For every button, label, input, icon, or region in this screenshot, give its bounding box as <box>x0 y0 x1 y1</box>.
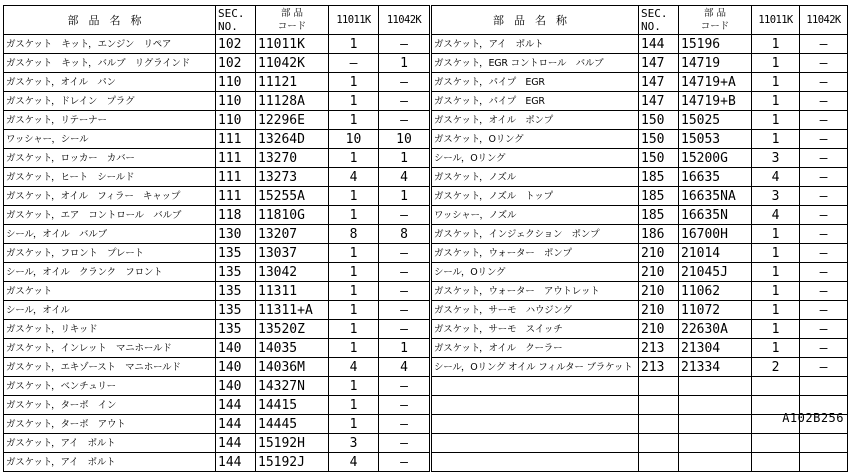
part-code-cell: 14036M <box>256 358 329 377</box>
part-code-cell: 16635N <box>679 206 752 225</box>
part-name-cell: シール，オイル バルブ <box>4 225 216 244</box>
sec-no-cell: 144 <box>216 434 256 453</box>
qty-model-a-cell <box>752 377 800 396</box>
sec-no-cell: 147 <box>639 54 679 73</box>
part-name-cell: ガスケット，ウォーター アウトレット <box>432 282 639 301</box>
sec-no-cell: 111 <box>216 149 256 168</box>
qty-model-a-cell <box>752 453 800 472</box>
qty-model-b-cell: – <box>800 225 848 244</box>
header-code-line2: コード <box>277 21 307 32</box>
qty-model-a-cell: – <box>329 54 379 73</box>
qty-model-a-cell: 1 <box>329 111 379 130</box>
part-name-cell <box>432 415 639 434</box>
table-row <box>4 320 430 339</box>
part-name-cell: シール，オイル クランク フロント <box>4 263 216 282</box>
qty-model-b-cell: – <box>800 130 848 149</box>
part-code-cell: 11128A <box>256 92 329 111</box>
qty-model-b-cell: – <box>379 111 430 130</box>
table-row <box>432 111 848 130</box>
qty-model-a-cell: 1 <box>752 130 800 149</box>
qty-model-b-cell: – <box>800 54 848 73</box>
table-row <box>4 358 430 377</box>
table-row <box>4 453 430 472</box>
part-code-cell: 16635NA <box>679 187 752 206</box>
table-row <box>432 206 848 225</box>
qty-model-b-cell: – <box>800 35 848 54</box>
table-row <box>4 54 430 73</box>
part-name-cell: ガスケット，ターボ アウト <box>4 415 216 434</box>
part-name-cell: ガスケット，エキゾースト マニホールド <box>4 358 216 377</box>
part-code-cell: 21304 <box>679 339 752 358</box>
sec-no-cell: 210 <box>639 244 679 263</box>
table-row <box>4 263 430 282</box>
part-name-cell: ガスケット，ノズル <box>432 168 639 187</box>
part-code-cell: 16635 <box>679 168 752 187</box>
sec-no-cell: 135 <box>216 301 256 320</box>
sec-no-cell: 144 <box>216 453 256 472</box>
qty-model-a-cell: 2 <box>752 358 800 377</box>
qty-model-a-cell: 1 <box>329 282 379 301</box>
sec-no-cell: 111 <box>216 168 256 187</box>
table-row <box>4 92 430 111</box>
qty-model-b-cell: 1 <box>379 54 430 73</box>
qty-model-a-cell: 10 <box>329 130 379 149</box>
header-model-a: 11011K <box>329 6 379 35</box>
qty-model-a-cell: 1 <box>752 244 800 263</box>
part-code-cell: 15192J <box>256 453 329 472</box>
sec-no-cell: 140 <box>216 358 256 377</box>
qty-model-b-cell: – <box>800 149 848 168</box>
sec-no-cell: 147 <box>639 92 679 111</box>
qty-model-b-cell: – <box>800 301 848 320</box>
header-part-code <box>256 6 329 35</box>
qty-model-b-cell: – <box>379 92 430 111</box>
part-name-cell: ガスケット，アイ ボルト <box>4 453 216 472</box>
table-row <box>432 358 848 377</box>
qty-model-b-cell: 10 <box>379 130 430 149</box>
part-name-cell: ガスケット，エア コントロール バルブ <box>4 206 216 225</box>
sec-no-cell: 102 <box>216 35 256 54</box>
sec-no-cell: 150 <box>639 111 679 130</box>
sec-no-cell: 135 <box>216 282 256 301</box>
header-sec-line1: SEC. <box>641 7 668 20</box>
qty-model-b-cell: – <box>379 377 430 396</box>
part-name-cell: ガスケット，リキッド <box>4 320 216 339</box>
table-row <box>4 35 430 54</box>
part-name-cell: ガスケット，パイプ EGR <box>432 92 639 111</box>
table-row <box>4 415 430 434</box>
qty-model-b-cell: – <box>800 111 848 130</box>
qty-model-b-cell: – <box>800 206 848 225</box>
qty-model-b-cell: – <box>379 415 430 434</box>
qty-model-a-cell: 1 <box>329 206 379 225</box>
part-name-cell: ガスケット，オイル パン <box>4 73 216 92</box>
qty-model-a-cell: 4 <box>329 168 379 187</box>
sec-no-cell: 185 <box>639 187 679 206</box>
part-code-cell: 13042 <box>256 263 329 282</box>
qty-model-a-cell: 1 <box>329 396 379 415</box>
part-code-cell: 21045J <box>679 263 752 282</box>
qty-model-b-cell: – <box>800 339 848 358</box>
sec-no-cell: 144 <box>216 396 256 415</box>
part-code-cell: 13207 <box>256 225 329 244</box>
part-name-cell: ガスケット，アイ ボルト <box>4 434 216 453</box>
qty-model-b-cell: – <box>800 187 848 206</box>
header-sec-line2: NO. <box>641 20 661 33</box>
part-code-cell: 11121 <box>256 73 329 92</box>
qty-model-b-cell: – <box>800 358 848 377</box>
table-row <box>4 396 430 415</box>
sec-no-cell: 185 <box>639 206 679 225</box>
table-row <box>4 130 430 149</box>
part-code-cell: 11042K <box>256 54 329 73</box>
qty-model-a-cell: 3 <box>752 149 800 168</box>
part-name-cell: ガスケット，アイ ボルト <box>432 35 639 54</box>
table-row <box>432 377 848 396</box>
qty-model-b-cell: – <box>800 73 848 92</box>
header-model-b: 11042K <box>800 6 848 35</box>
part-code-cell <box>679 377 752 396</box>
qty-model-a-cell: 3 <box>329 434 379 453</box>
qty-model-b-cell: 1 <box>379 149 430 168</box>
part-code-cell: 13270 <box>256 149 329 168</box>
part-code-cell: 15192H <box>256 434 329 453</box>
sec-no-cell: 185 <box>639 168 679 187</box>
qty-model-a-cell: 1 <box>752 339 800 358</box>
qty-model-b-cell: 4 <box>379 358 430 377</box>
sec-no-cell <box>639 434 679 453</box>
header-sec-line2: NO. <box>218 20 238 33</box>
qty-model-a-cell: 1 <box>329 320 379 339</box>
part-code-cell: 15196 <box>679 35 752 54</box>
qty-model-b-cell: – <box>379 396 430 415</box>
part-code-cell: 21334 <box>679 358 752 377</box>
table-header-row <box>4 6 430 35</box>
part-name-cell <box>432 396 639 415</box>
part-code-cell: 11062 <box>679 282 752 301</box>
qty-model-a-cell: 1 <box>752 35 800 54</box>
table-row <box>432 320 848 339</box>
part-name-cell: ガスケット，パイプ EGR <box>432 73 639 92</box>
sec-no-cell: 144 <box>216 415 256 434</box>
sec-no-cell: 110 <box>216 111 256 130</box>
parts-table-right-body <box>432 6 848 472</box>
sec-no-cell <box>639 453 679 472</box>
qty-model-b-cell: – <box>379 206 430 225</box>
part-name-cell: ガスケット，フロント プレート <box>4 244 216 263</box>
part-name-cell: シール，Oリング <box>432 149 639 168</box>
table-row <box>4 168 430 187</box>
qty-model-b-cell: – <box>379 282 430 301</box>
part-name-cell <box>432 377 639 396</box>
table-row <box>432 149 848 168</box>
table-row <box>432 301 848 320</box>
qty-model-a-cell: 4 <box>752 206 800 225</box>
qty-model-a-cell: 1 <box>752 73 800 92</box>
qty-model-a-cell: 1 <box>329 92 379 111</box>
parts-table-right <box>431 5 848 472</box>
table-row <box>4 282 430 301</box>
sec-no-cell: 147 <box>639 73 679 92</box>
qty-model-b-cell <box>800 377 848 396</box>
qty-model-a-cell: 1 <box>752 111 800 130</box>
part-name-cell: ガスケット，サーモ ハウジング <box>432 301 639 320</box>
qty-model-b-cell: 1 <box>379 339 430 358</box>
part-name-cell: ガスケット，オイル ポンプ <box>432 111 639 130</box>
sec-no-cell: 130 <box>216 225 256 244</box>
part-name-cell: シール，Oリング オイル フィルター ブラケット <box>432 358 639 377</box>
sec-no-cell: 110 <box>216 73 256 92</box>
sec-no-cell <box>639 396 679 415</box>
header-model-a: 11011K <box>752 6 800 35</box>
qty-model-a-cell: 1 <box>329 35 379 54</box>
sec-no-cell: 186 <box>639 225 679 244</box>
sec-no-cell: 111 <box>216 187 256 206</box>
part-name-cell: ワッシャー，シール <box>4 130 216 149</box>
qty-model-a-cell: 1 <box>329 415 379 434</box>
qty-model-b-cell: – <box>379 320 430 339</box>
part-name-cell: ガスケット，オイル フィラー キャップ <box>4 187 216 206</box>
qty-model-b-cell: – <box>379 263 430 282</box>
sec-no-cell: 144 <box>639 35 679 54</box>
qty-model-b-cell: – <box>800 244 848 263</box>
part-name-cell: ガスケット <box>4 282 216 301</box>
table-row <box>4 187 430 206</box>
sec-no-cell: 210 <box>639 263 679 282</box>
table-row <box>4 111 430 130</box>
header-sec-line1: SEC. <box>218 7 245 20</box>
qty-model-b-cell: 1 <box>379 187 430 206</box>
header-part-code <box>679 6 752 35</box>
qty-model-a-cell: 1 <box>329 377 379 396</box>
sec-no-cell: 102 <box>216 54 256 73</box>
qty-model-b-cell: 8 <box>379 225 430 244</box>
qty-model-b-cell: – <box>379 244 430 263</box>
header-code-line1: 部 品 <box>280 8 304 19</box>
part-code-cell: 13520Z <box>256 320 329 339</box>
qty-model-a-cell: 1 <box>752 92 800 111</box>
table-row <box>432 434 848 453</box>
sec-no-cell: 110 <box>216 92 256 111</box>
qty-model-b-cell: – <box>800 282 848 301</box>
part-code-cell: 11311+A <box>256 301 329 320</box>
table-row <box>4 73 430 92</box>
part-code-cell <box>679 453 752 472</box>
qty-model-a-cell: 1 <box>329 339 379 358</box>
part-name-cell: ガスケット，Oリング <box>432 130 639 149</box>
part-code-cell: 14415 <box>256 396 329 415</box>
part-name-cell: ガスケット，ベンチュリー <box>4 377 216 396</box>
part-code-cell: 11810G <box>256 206 329 225</box>
qty-model-b-cell: – <box>800 263 848 282</box>
part-code-cell <box>679 396 752 415</box>
part-name-cell: シール，Oリング <box>432 263 639 282</box>
part-code-cell: 13273 <box>256 168 329 187</box>
part-name-cell: ガスケット，サーモ スイッチ <box>432 320 639 339</box>
qty-model-a-cell: 1 <box>752 301 800 320</box>
table-row <box>432 263 848 282</box>
header-part-name: 部品名称 <box>432 6 639 35</box>
part-code-cell: 11311 <box>256 282 329 301</box>
part-code-cell: 14719+A <box>679 73 752 92</box>
table-row <box>4 339 430 358</box>
part-name-cell: ワッシャー，ノズル <box>432 206 639 225</box>
qty-model-a-cell: 4 <box>752 168 800 187</box>
table-row <box>432 282 848 301</box>
part-code-cell: 15053 <box>679 130 752 149</box>
part-name-cell: ガスケット，EGR コントロール バルブ <box>432 54 639 73</box>
table-row <box>432 130 848 149</box>
sec-no-cell: 150 <box>639 149 679 168</box>
table-row <box>432 35 848 54</box>
sec-no-cell: 140 <box>216 377 256 396</box>
part-code-cell: 21014 <box>679 244 752 263</box>
parts-table-left-body <box>4 6 430 472</box>
qty-model-a-cell: 8 <box>329 225 379 244</box>
part-name-cell: ガスケット，ドレイン プラグ <box>4 92 216 111</box>
qty-model-b-cell <box>800 453 848 472</box>
part-name-cell: ガスケット，インジェクション ポンプ <box>432 225 639 244</box>
header-part-name: 部品名称 <box>4 6 216 35</box>
table-row <box>4 206 430 225</box>
part-name-cell: ガスケット，ターボ イン <box>4 396 216 415</box>
sec-no-cell: 213 <box>639 358 679 377</box>
header-code-line1: 部 品 <box>703 8 727 19</box>
part-code-cell: 15025 <box>679 111 752 130</box>
sec-no-cell: 135 <box>216 320 256 339</box>
qty-model-b-cell: – <box>379 35 430 54</box>
part-code-cell: 13037 <box>256 244 329 263</box>
qty-model-b-cell <box>800 434 848 453</box>
figure-reference: A102B256 <box>782 411 844 425</box>
table-row <box>432 187 848 206</box>
part-code-cell <box>679 434 752 453</box>
qty-model-a-cell: 1 <box>329 149 379 168</box>
parts-table-left <box>3 5 430 472</box>
qty-model-a-cell: 1 <box>329 73 379 92</box>
part-code-cell <box>679 415 752 434</box>
part-name-cell: ガスケット，ウォーター ポンプ <box>432 244 639 263</box>
part-code-cell: 11072 <box>679 301 752 320</box>
part-code-cell: 14719+B <box>679 92 752 111</box>
part-name-cell: ガスケット キット，バルブ リグラインド <box>4 54 216 73</box>
table-row <box>4 149 430 168</box>
part-code-cell: 16700H <box>679 225 752 244</box>
part-name-cell: ガスケット，インレット マニホールド <box>4 339 216 358</box>
qty-model-b-cell: – <box>800 168 848 187</box>
qty-model-a-cell: 1 <box>329 244 379 263</box>
part-code-cell: 14035 <box>256 339 329 358</box>
sec-no-cell: 135 <box>216 263 256 282</box>
qty-model-a-cell: 1 <box>752 263 800 282</box>
sec-no-cell: 140 <box>216 339 256 358</box>
sec-no-cell: 210 <box>639 282 679 301</box>
part-code-cell: 14327N <box>256 377 329 396</box>
sec-no-cell <box>639 415 679 434</box>
sec-no-cell <box>639 377 679 396</box>
part-code-cell: 14445 <box>256 415 329 434</box>
qty-model-b-cell: – <box>800 320 848 339</box>
qty-model-a-cell: 1 <box>329 187 379 206</box>
part-name-cell: ガスケット，ロッカー カバー <box>4 149 216 168</box>
header-model-b: 11042K <box>379 6 430 35</box>
table-row <box>4 434 430 453</box>
table-row <box>432 453 848 472</box>
table-row <box>432 339 848 358</box>
sec-no-cell: 150 <box>639 130 679 149</box>
table-header-row <box>432 6 848 35</box>
qty-model-a-cell: 1 <box>752 54 800 73</box>
table-row <box>432 168 848 187</box>
part-code-cell: 15200G <box>679 149 752 168</box>
table-row <box>432 225 848 244</box>
qty-model-a-cell: 1 <box>329 301 379 320</box>
part-name-cell: シール，オイル <box>4 301 216 320</box>
table-row <box>4 301 430 320</box>
table-row <box>4 244 430 263</box>
qty-model-a-cell: 1 <box>752 282 800 301</box>
qty-model-b-cell: – <box>379 73 430 92</box>
qty-model-a-cell: 3 <box>752 187 800 206</box>
qty-model-a-cell: 1 <box>752 320 800 339</box>
sec-no-cell: 210 <box>639 301 679 320</box>
header-code-line2: コード <box>700 21 730 32</box>
qty-model-b-cell: – <box>379 301 430 320</box>
qty-model-b-cell: 4 <box>379 168 430 187</box>
part-code-cell: 13264D <box>256 130 329 149</box>
table-row <box>4 377 430 396</box>
part-code-cell: 11011K <box>256 35 329 54</box>
qty-model-a-cell: 4 <box>329 358 379 377</box>
table-row <box>4 225 430 244</box>
part-name-cell: ガスケット，リテーナー <box>4 111 216 130</box>
part-code-cell: 22630A <box>679 320 752 339</box>
qty-model-b-cell: – <box>379 434 430 453</box>
table-row <box>432 54 848 73</box>
sec-no-cell: 135 <box>216 244 256 263</box>
table-row <box>432 244 848 263</box>
part-name-cell <box>432 453 639 472</box>
part-code-cell: 14719 <box>679 54 752 73</box>
qty-model-a-cell: 4 <box>329 453 379 472</box>
part-name-cell: ガスケット，オイル クーラー <box>432 339 639 358</box>
header-sec-no <box>216 6 256 35</box>
part-name-cell <box>432 434 639 453</box>
sec-no-cell: 210 <box>639 320 679 339</box>
header-sec-no <box>639 6 679 35</box>
qty-model-b-cell: – <box>800 92 848 111</box>
qty-model-b-cell: – <box>379 453 430 472</box>
sec-no-cell: 118 <box>216 206 256 225</box>
sec-no-cell: 111 <box>216 130 256 149</box>
qty-model-a-cell <box>752 434 800 453</box>
part-name-cell: ガスケット，ヒート シールド <box>4 168 216 187</box>
table-row <box>432 92 848 111</box>
part-name-cell: ガスケット キット，エンジン リペア <box>4 35 216 54</box>
part-code-cell: 12296E <box>256 111 329 130</box>
qty-model-a-cell: 1 <box>329 263 379 282</box>
part-name-cell: ガスケット，ノズル トップ <box>432 187 639 206</box>
table-row <box>432 73 848 92</box>
sec-no-cell: 213 <box>639 339 679 358</box>
qty-model-a-cell: 1 <box>752 225 800 244</box>
part-code-cell: 15255A <box>256 187 329 206</box>
